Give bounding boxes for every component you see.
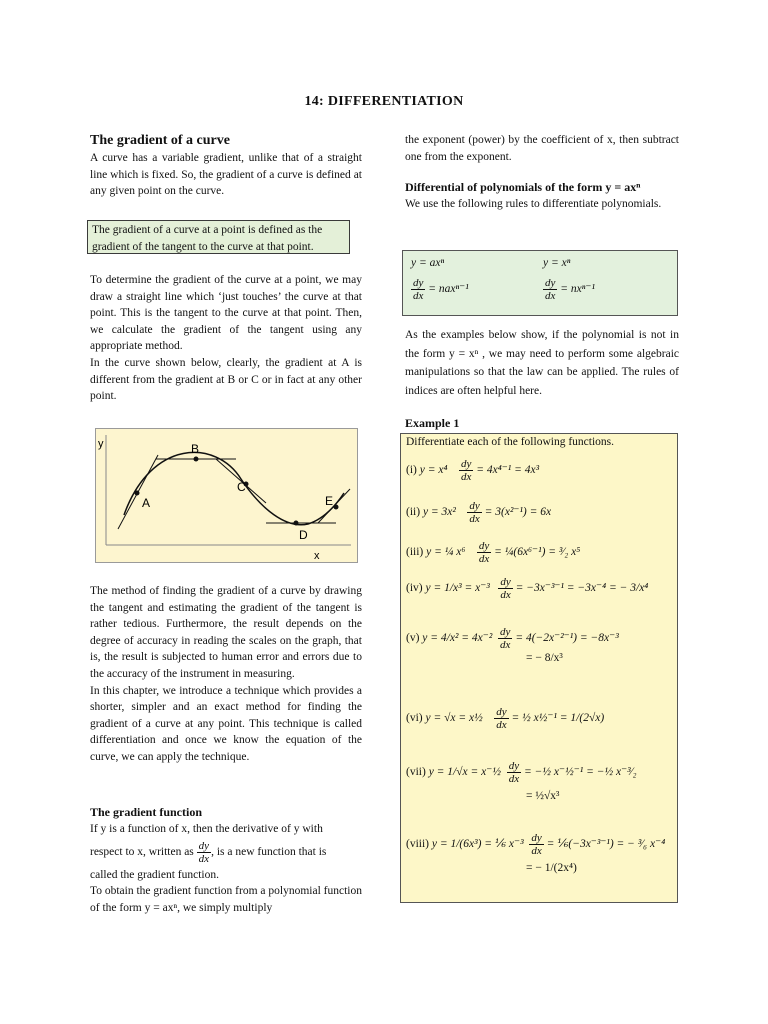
label-b: B [191,442,200,456]
gf-line-2 [90,840,362,865]
example-3: (iii) y = ¼ x⁶ $\frac{dy}{dx}$ = ¼(6x⁶⁻¹) = ³⁄₂ x⁵ [406,540,581,565]
label-d: D [299,528,308,542]
rules-box [402,250,678,316]
curve-path [124,452,344,524]
section-title: The gradient of a curve [90,133,230,148]
example-task: Differentiate each of the following functions. [406,436,614,448]
example-title: Example 1 [405,416,460,430]
polynomial-title: Differential of polynomials of the form y = axⁿ [405,180,641,195]
paragraph-tangent: To determine the gradient of the curve at a point, we may draw a straight line which ‘just touches’ the curve at that point. This is the tangent to the curve at that point. Then, we calculate the gradient of the tangent using any appropriate method. [90,274,362,353]
rule-1-frac: $\frac{dy}{dx}$ [413,277,424,302]
polynomial-text: We use the following rules to differentiate polynomials. [405,198,662,211]
label-c: C [237,480,246,494]
example-4: (iv) y = 1/x³ = x⁻³ $\frac{dy}{dx}$ = −3x⁻³⁻¹ = −3x⁻⁴ = − 3/x⁴ [406,576,649,601]
paragraph-tedious-method: The method of finding the gradient of a curve by drawing the tangent and estimating the gradient of the tangent is rather tedious. Furthermore, the result depends on the degree of accuracy in reading the scales on the graph, that is, the result is subjected to human error and errors due to the accuracy of the instrument in measuring. [90,585,362,680]
rule-1: y = axⁿ [411,257,445,269]
example-7-line-2: = ½√x³ [526,790,560,802]
section-gradient-of-curve [90,132,362,200]
gf-paragraph: To obtain the gradient function from a polynomial function of the form y = axⁿ, we simply multiply [90,885,362,914]
definition-box: The gradient of a curve at a point is defined as the gradient of the tangent to the curve at that point. [87,220,350,254]
paragraph-curve-points: In the curve shown below, clearly, the gradient at A is different from the gradient at B or C or in fact at any other point. [90,356,362,403]
gradient-function-section [90,804,362,916]
right-column-top [405,132,679,213]
rule-1-derivative: = naxⁿ⁻¹ [428,283,469,296]
curve-graph-svg [96,429,357,562]
tangent-explanation [90,272,362,405]
paragraph-differentiation-intro: In this chapter, we introduce a technique which provides a shorter, simpler and an exact method for finding the gradient of a curve at any point. This technique is called differentiation and once we know the equation of the curve, we can apply the technique. [90,684,362,763]
point-e [334,505,339,510]
example-8-line-2: = − 1/(2x⁴) [526,862,577,874]
label-e: E [325,494,334,508]
example-5: (v) y = 4/x² = 4x⁻² $\frac{dy}{dx}$ = 4(−2x⁻²⁻¹) = −8x⁻³ [406,626,619,651]
example-2: (ii) y = 3x² $\frac{dy}{dx}$ = 3(x²⁻¹) = 6x [406,500,552,525]
gf-line-3: called the gradient function. [90,868,220,881]
intro-paragraph: A curve has a variable gradient, unlike that of a straight line which is fixed. So, the gradient of a curve is defined at any given point on the curve. [90,152,362,198]
dy-dx-fraction [197,840,211,865]
example-7: (vii) y = 1/√x = x⁻½ $\frac{dy}{dx}$ = −½ x⁻½⁻¹ = −½ x⁻³⁄₂ [406,760,637,785]
example-1: (i) y = x⁴ $\frac{dy}{dx}$ = 4x⁴⁻¹ = 4x³ [406,458,540,483]
method-explanation [90,583,362,766]
rule-1-derivative-row [411,277,469,302]
gf-line-2a: respect to x, written as [90,845,194,858]
example-8: (viii) y = 1/(6x³) = ⅙ x⁻³ $\frac{dy}{dx}$ = ⅙(−3x⁻³⁻¹) = − ³⁄₆ x⁻⁴ [406,832,666,857]
rule-2-frac: $\frac{dy}{dx}$ [545,277,556,302]
rule-2-derivative: = nxⁿ⁻¹ [560,283,595,296]
x-axis-label: x [314,550,320,562]
point-d [294,521,299,526]
gf-line-2b: , is a new function that is [211,845,327,858]
rule-2-derivative-row [543,277,595,302]
gradient-function-title: The gradient function [90,805,203,819]
rule-2: y = xⁿ [543,257,571,269]
continued-text: the exponent (power) by the coefficient of x, then subtract one from the exponent. [405,134,679,163]
examples-intro: As the examples below show, if the polynomial is not in the form y = xⁿ , we may need to perform some algebraic manipulations so that the law can be applied. The rules of indices are often helpful here. [405,329,679,397]
example-box [400,433,678,903]
frac-numerator: dy [198,839,210,852]
label-a: A [142,496,151,510]
y-axis-label: y [98,438,104,450]
point-a [135,491,140,496]
curve-graph [95,428,358,563]
example-5-line-2: = − 8/x³ [526,652,563,664]
example-6: (vi) y = √x = x½ $\frac{dy}{dx}$ = ½ x½⁻¹ = 1/(2√x) [406,706,605,731]
frac-denominator: dx [198,852,210,865]
page-title: 14: DIFFERENTIATION [304,94,464,109]
gf-line-1: If y is a function of x, then the derivative of y with [90,823,323,835]
point-b [194,457,199,462]
